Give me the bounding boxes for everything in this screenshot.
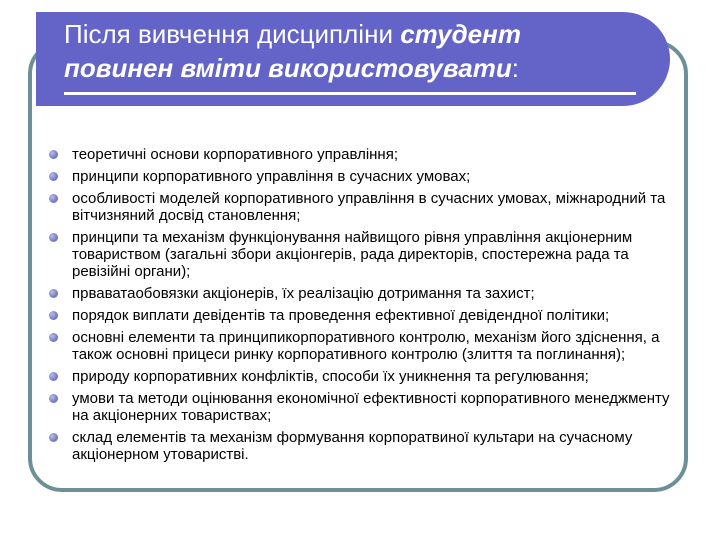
bullet-dot-icon (49, 372, 58, 381)
list-item-text: склад елементів та механізм формування корпоратвиної культари на сучасному акціонерном утовaристві. (72, 429, 633, 463)
list-item-text: природу корпоративних конфліктів, способи їх уникнення та регулювання; (72, 368, 589, 385)
list-item-text: принципи корпоративного управління в сучасних умовах; (72, 168, 471, 185)
bullet-list (48, 146, 678, 468)
list-item-text: порядок виплати девідентів та проведення ефективної девідендної політики; (72, 307, 610, 324)
list-item (48, 285, 678, 302)
list-item (48, 307, 678, 324)
list-item (48, 368, 678, 385)
bullet-dot-icon (49, 233, 58, 242)
slide-title (64, 17, 624, 85)
bullet-dot-icon (49, 433, 58, 442)
title-suffix: : (511, 53, 519, 83)
list-item-text: особливості моделей корпоративного управління в сучасних умовах, міжнародний та вітчизняний досвід становлення; (72, 190, 666, 224)
list-item (48, 229, 678, 280)
bullet-dot-icon (49, 150, 58, 159)
list-item (48, 146, 678, 163)
list-item-text: теоретичні основи корпоративного управління; (72, 146, 399, 163)
title-underline (64, 92, 636, 95)
list-item-text: прваватаобовязки акціонерів, їх реалізацію дотримання та захист; (72, 285, 535, 302)
list-item (48, 190, 678, 224)
bullet-dot-icon (49, 311, 58, 320)
list-item (48, 329, 678, 363)
bullet-dot-icon (49, 172, 58, 181)
bullet-dot-icon (49, 289, 58, 298)
title-emphasis-student: студент (400, 19, 521, 49)
title-emphasis-skills: повинен вміти використовувати (64, 53, 512, 83)
bullet-dot-icon (49, 333, 58, 342)
list-item-text: основні елементи та принципикорпоративного контролю, механізм його здіснення, а також основні прицеси ринку корпоративного контролю (злиття та поглинання); (72, 329, 660, 363)
list-item-text: умови та методи оцінювання економічної ефективності корпоративного менеджменту на акціонерних товариствах; (72, 390, 670, 424)
title-prefix: Після вивчення дисципліни (64, 19, 401, 49)
bullet-dot-icon (49, 194, 58, 203)
bullet-dot-icon (49, 394, 58, 403)
list-item (48, 390, 678, 424)
list-item (48, 429, 678, 463)
list-item (48, 168, 678, 185)
list-item-text: принципи та механізм функціонування найвищого рівня управління акціонерним товариством (загальні збори акціонгерів, рада директорів, спостережна рада та ревізійні органи); (72, 229, 633, 280)
